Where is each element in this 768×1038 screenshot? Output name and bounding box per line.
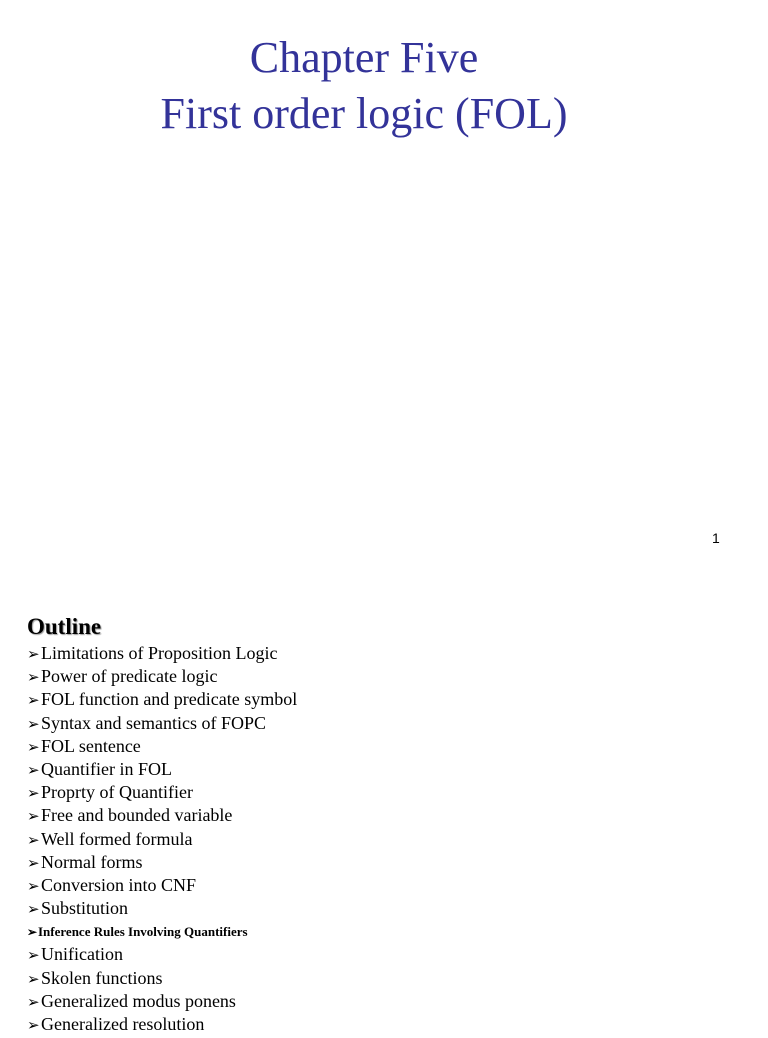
list-item-label: Generalized resolution xyxy=(41,1014,205,1034)
arrow-bullet-icon: ➢ xyxy=(27,1018,40,1034)
page-number: 1 xyxy=(712,530,720,546)
list-item-label: FOL sentence xyxy=(41,735,141,756)
arrow-bullet-icon: ➢ xyxy=(27,647,40,663)
arrow-bullet-icon: ➢ xyxy=(27,809,40,826)
list-item-label: Normal forms xyxy=(41,851,143,872)
list-item-label: Limitations of Proposition Logic xyxy=(41,643,278,663)
outline-list xyxy=(27,642,297,1036)
list-item-label: Quantifier in FOL xyxy=(41,758,172,779)
list-item xyxy=(27,851,297,874)
list-item-label: Substitution xyxy=(41,898,129,919)
arrow-bullet-icon: ➢ xyxy=(27,902,40,919)
outline-slide xyxy=(0,576,768,1034)
list-item xyxy=(27,758,297,781)
list-item xyxy=(27,712,297,735)
arrow-bullet-icon: ➢ xyxy=(27,878,40,895)
chapter-title: Chapter Five xyxy=(249,33,479,82)
arrow-bullet-icon: ➢ xyxy=(27,670,40,687)
list-item xyxy=(27,642,297,665)
arrow-bullet-icon: ➢ xyxy=(27,971,40,988)
arrow-bullet-icon: ➢ xyxy=(27,786,40,803)
list-item xyxy=(27,897,297,920)
outline-heading: Outline xyxy=(27,614,102,639)
list-item xyxy=(27,920,297,943)
list-item xyxy=(27,967,297,990)
list-item xyxy=(27,1013,297,1036)
arrow-bullet-icon: ➢ xyxy=(27,948,40,965)
arrow-bullet-icon: ➢ xyxy=(27,855,40,872)
list-item xyxy=(27,874,297,897)
arrow-bullet-icon: ➢ xyxy=(27,925,38,940)
arrow-bullet-icon: ➢ xyxy=(27,762,40,779)
arrow-bullet-icon: ➢ xyxy=(27,739,40,756)
list-item xyxy=(27,781,297,804)
list-item-label: Skolen functions xyxy=(41,967,163,988)
list-item-label: Generalized modus ponens xyxy=(41,990,236,1011)
list-item-label: Conversion into CNF xyxy=(41,874,197,895)
list-item xyxy=(27,665,297,688)
list-item-label: FOL function and predicate symbol xyxy=(41,689,298,710)
slide-title xyxy=(0,30,728,142)
list-item-label: Unification xyxy=(41,944,123,965)
list-item-label: Well formed formula xyxy=(41,828,193,849)
list-item-label: Free and bounded variable xyxy=(41,805,233,826)
list-item xyxy=(27,688,297,711)
list-item xyxy=(27,804,297,827)
arrow-bullet-icon: ➢ xyxy=(27,693,40,710)
list-item-label: Inference Rules Involving Quantifiers xyxy=(38,924,248,940)
arrow-bullet-icon: ➢ xyxy=(27,716,40,733)
list-item-label: Proprty of Quantifier xyxy=(41,782,193,803)
list-item xyxy=(27,735,297,758)
list-item xyxy=(27,990,297,1013)
list-item xyxy=(27,943,297,966)
list-item-label: Power of predicate logic xyxy=(41,666,218,687)
chapter-subtitle: First order logic (FOL) xyxy=(160,89,568,138)
arrow-bullet-icon: ➢ xyxy=(27,832,40,849)
list-item xyxy=(27,828,297,851)
list-item-label: Syntax and semantics of FOPC xyxy=(41,712,266,733)
arrow-bullet-icon: ➢ xyxy=(27,994,40,1011)
